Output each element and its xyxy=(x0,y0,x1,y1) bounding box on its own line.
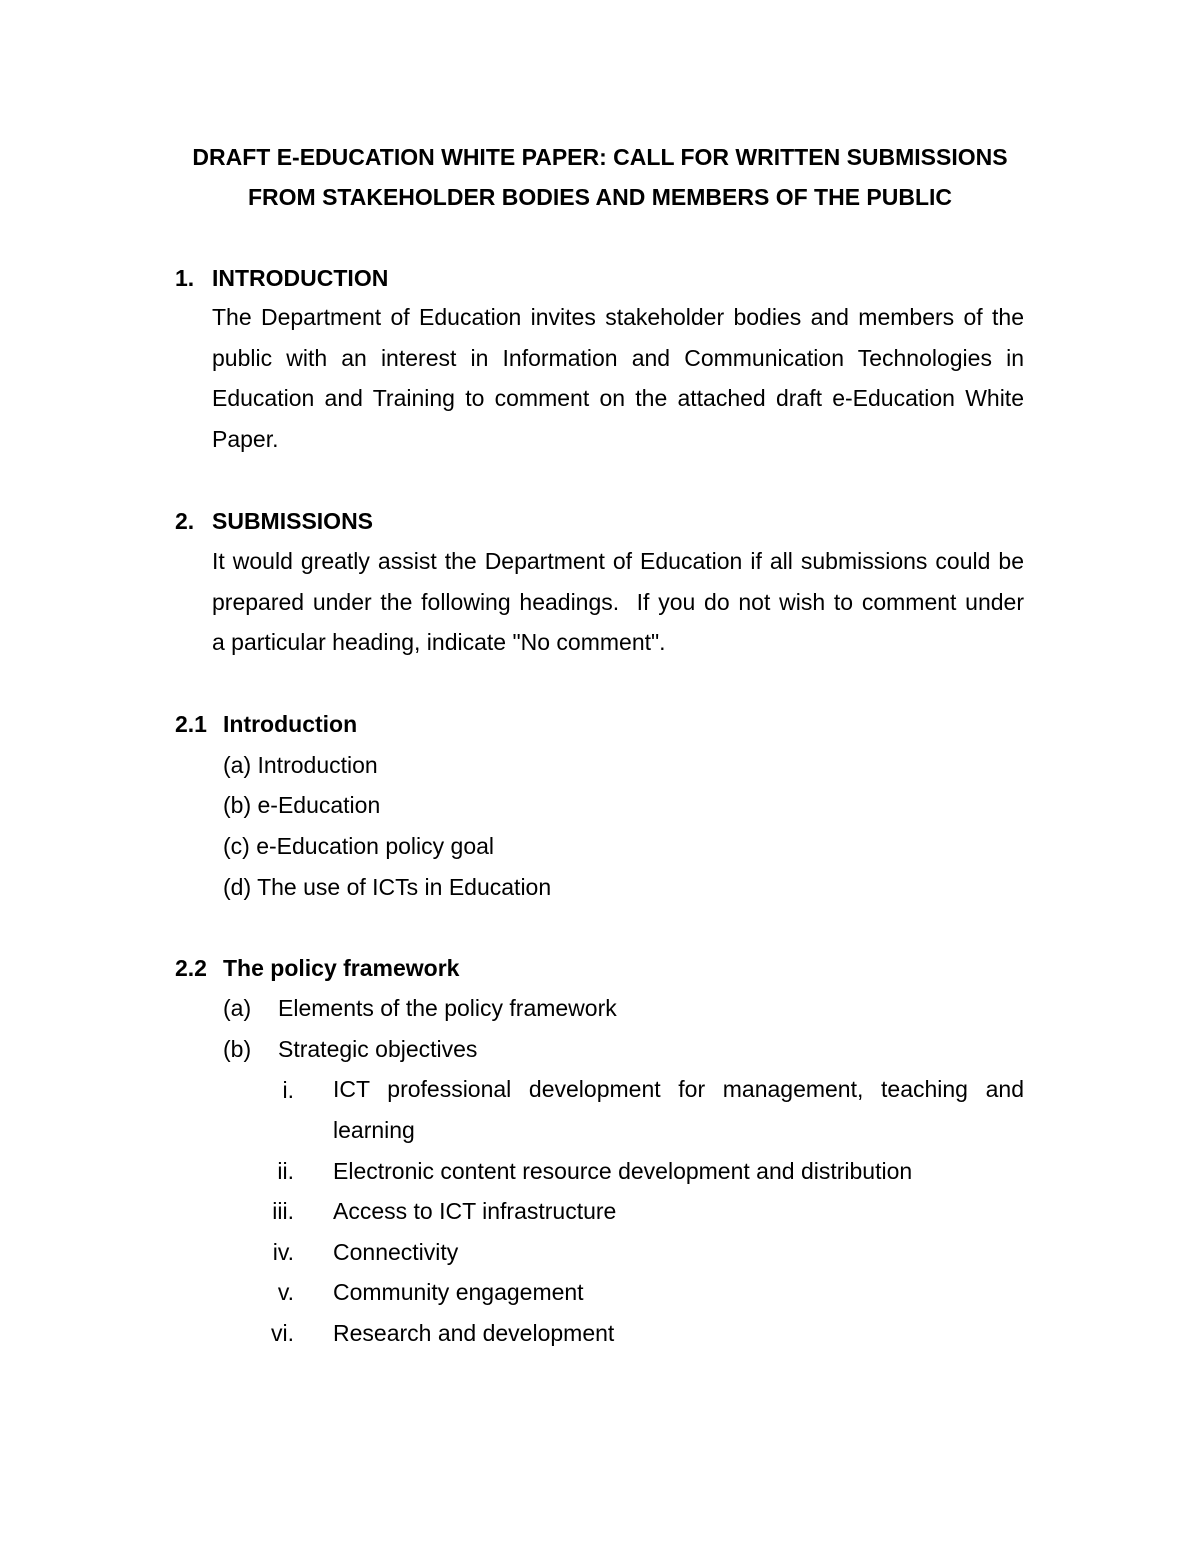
objective-line: ICT professional development for management, teaching and xyxy=(333,1076,1024,1102)
section-1-line: Education and Training to comment on the attached draft e-Education White xyxy=(212,385,1024,412)
objective-text xyxy=(333,1069,1024,1150)
section-2-1-heading: Introduction xyxy=(223,711,358,737)
section-2-paragraph xyxy=(212,541,1024,663)
section-2-line: prepared under the following headings. If you do not wish to comment under xyxy=(212,588,1024,615)
section-2-number: 2. xyxy=(175,508,195,534)
section-1-heading: INTRODUCTION xyxy=(212,265,389,291)
objective-number: vi. xyxy=(271,1320,294,1346)
section-1-paragraph xyxy=(212,297,1024,460)
document-title-line-2: FROM STAKEHOLDER BODIES AND MEMBERS OF THE PUBLIC xyxy=(247,184,953,210)
list-item: Strategic objectives xyxy=(278,1036,478,1062)
list-item-label: (b) xyxy=(223,1036,252,1062)
list-item: (d) The use of ICTs in Education xyxy=(223,874,552,900)
objective-text: Research and development xyxy=(333,1320,615,1346)
objective-number: v. xyxy=(277,1279,294,1305)
section-2-2-heading: The policy framework xyxy=(223,955,460,981)
section-1-line: Paper. xyxy=(212,426,279,453)
section-1-line: public with an interest in Information and Communication Technologies in xyxy=(212,344,1024,371)
objective-text: Electronic content resource development and distribution xyxy=(333,1158,913,1184)
objective-number: iv. xyxy=(272,1239,294,1265)
section-2-2-number: 2.2 xyxy=(175,955,207,981)
objective-text: Connectivity xyxy=(333,1239,459,1265)
objective-line: learning xyxy=(333,1116,415,1143)
section-2-heading: SUBMISSIONS xyxy=(212,508,374,534)
objective-number: iii. xyxy=(272,1198,294,1224)
list-item: (a) Introduction xyxy=(223,752,378,778)
document-title-line-1: DRAFT E-EDUCATION WHITE PAPER: CALL FOR WRITTEN SUBMISSIONS xyxy=(192,144,1008,170)
objective-number: ii. xyxy=(277,1158,294,1184)
section-2-line: It would greatly assist the Department of Education if all submissions could be xyxy=(212,548,1024,574)
objective-number: i. xyxy=(282,1077,294,1103)
list-item: Elements of the policy framework xyxy=(278,995,617,1021)
list-item: (b) e-Education xyxy=(223,792,381,818)
section-1-line: The Department of Education invites stakeholder bodies and members of the xyxy=(212,304,1024,330)
list-item-label: (a) xyxy=(223,995,252,1021)
list-item: (c) e-Education policy goal xyxy=(223,833,495,859)
objective-text: Access to ICT infrastructure xyxy=(333,1198,617,1224)
section-1-number: 1. xyxy=(175,265,195,291)
section-2-line: a particular heading, indicate "No comment". xyxy=(212,629,666,656)
section-2-1-number: 2.1 xyxy=(175,711,207,737)
objective-text: Community engagement xyxy=(333,1279,584,1305)
